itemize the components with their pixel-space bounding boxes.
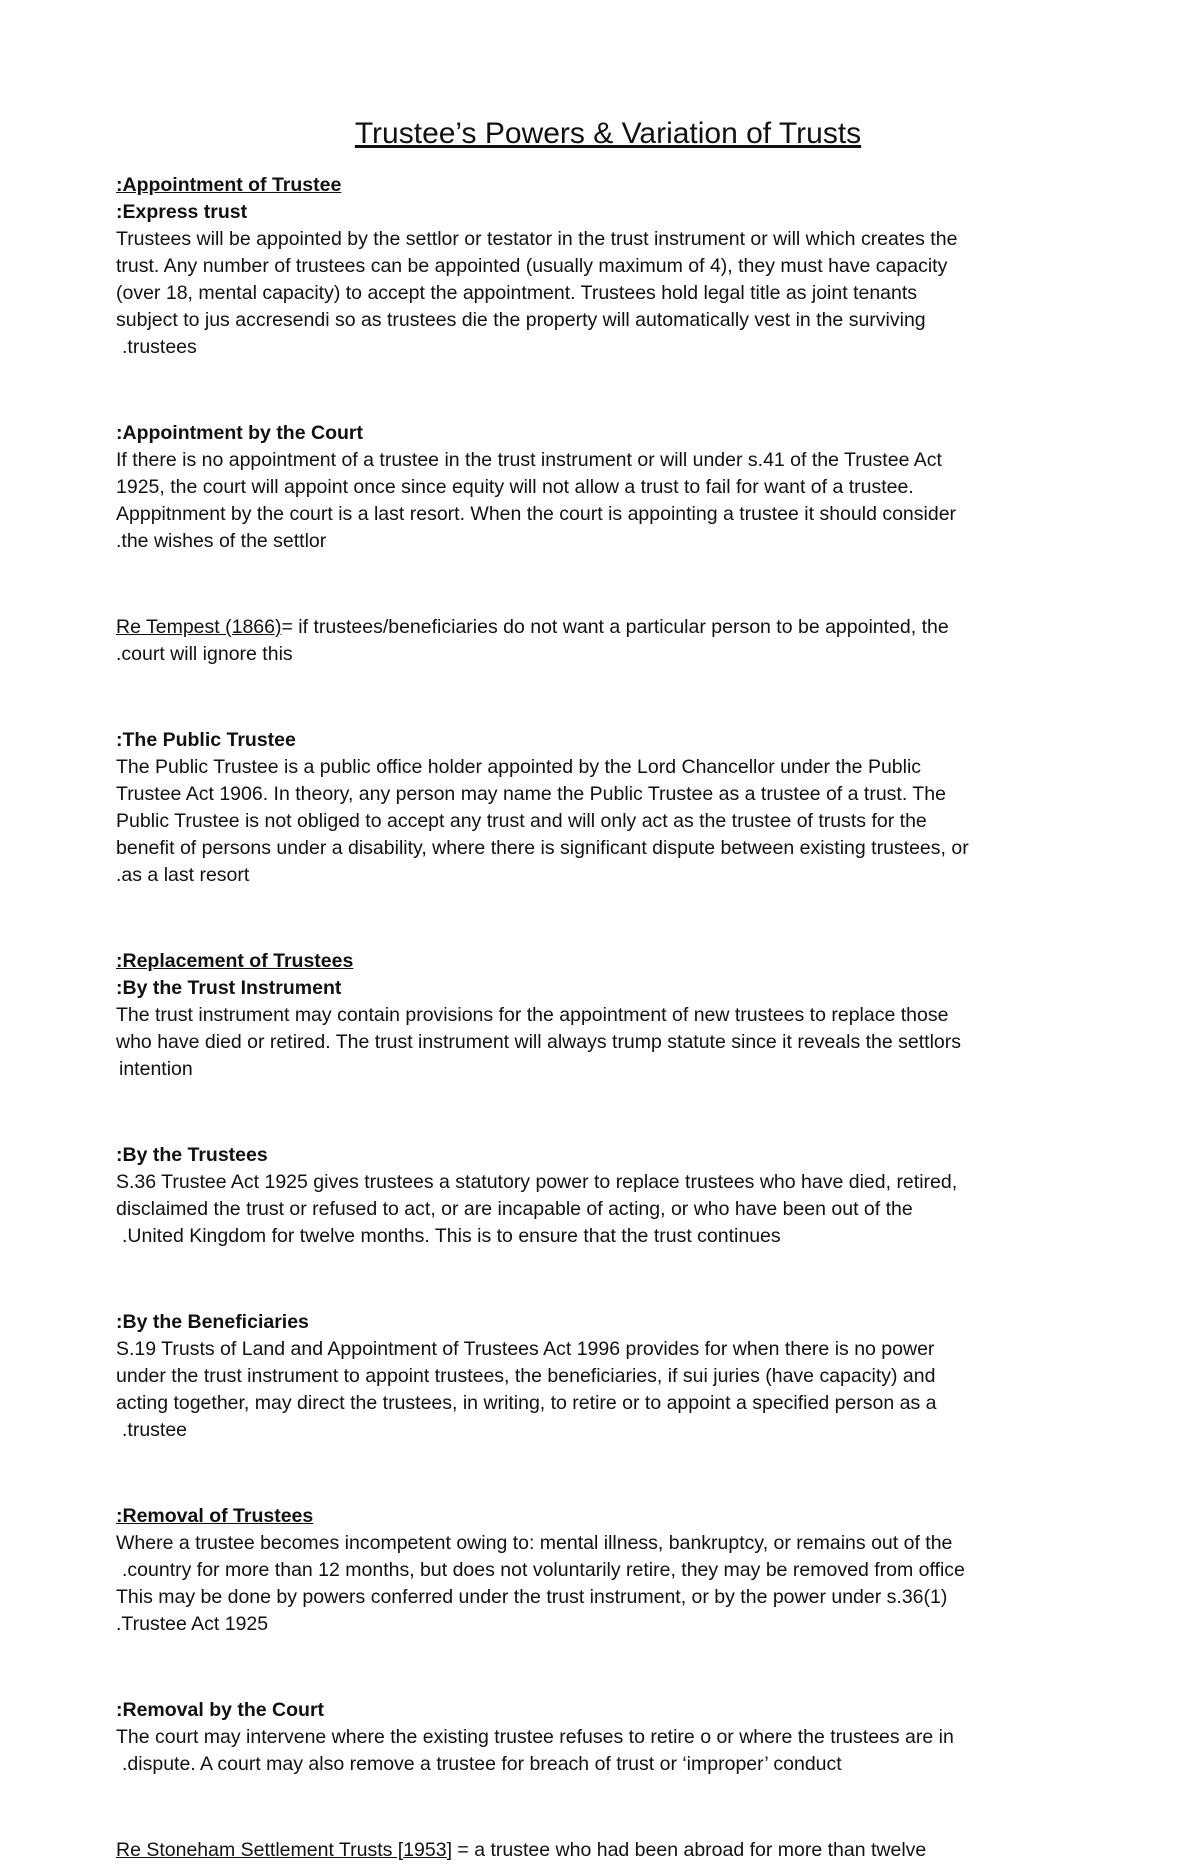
section-heading: :By the Beneficiaries: [116, 1311, 309, 1333]
body-text-line: Where a trustee becomes incompetent owing to: mental illness, bankruptcy, or remains out of the: [116, 1532, 953, 1554]
body-text-line: under the trust instrument to appoint trustees, the beneficiaries, if sui juries (have capacity) and: [116, 1365, 936, 1387]
body-text-line: The court may intervene where the existing trustee refuses to retire o or where the trustees are in: [116, 1726, 954, 1748]
paragraph-spacer: [116, 684, 1100, 711]
body-text-line: benefit of persons under a disability, where there is significant dispute between existing trustees, or: [116, 837, 969, 859]
section-heading: :By the Trustees: [116, 1144, 268, 1166]
body-text-line: Apppitnment by the court is a last resort. When the court is appointing a trustee it should consider: [116, 503, 957, 525]
paragraph-spacer: [116, 377, 1100, 404]
section-heading: :Appointment by the Court: [116, 422, 363, 444]
section-heading: :Express trust: [116, 201, 248, 223]
body-text-line: subject to jus accresendi so as trustees die the property will automatically vest in the surviving: [116, 309, 926, 331]
body-text-line: who have died or retired. The trust instrument will always trump statute since it reveals the settlors: [116, 1031, 962, 1053]
body-text-line: .trustee: [122, 1419, 188, 1441]
body-text-line: The trust instrument may contain provisions for the appointment of new trustees to replace those: [116, 1004, 949, 1026]
citation-text: = a trustee who had been abroad for more than twelve: [452, 1839, 927, 1861]
body-text-line: disclaimed the trust or refused to act, or are incapable of acting, or who have been out of the: [116, 1198, 913, 1220]
body-text-line: .the wishes of the settlor: [116, 530, 327, 552]
citation-text: = if trustees/beneficiaries do not want a particular person to be appointed, the: [281, 616, 949, 638]
body-text-line: .court will ignore this: [116, 643, 293, 665]
section-heading: :Replacement of Trustees: [116, 950, 354, 972]
section-heading: :Removal of Trustees: [116, 1505, 314, 1527]
body-text-line: .United Kingdom for twelve months. This is to ensure that the trust continues: [122, 1225, 781, 1247]
body-text-line: Trustees will be appointed by the settlor or testator in the trust instrument or will which creates the: [116, 228, 958, 250]
paragraph-spacer: [116, 905, 1100, 932]
body-text-line: The Public Trustee is a public office holder appointed by the Lord Chancellor under the Public: [116, 756, 922, 778]
paragraph-spacer: [116, 571, 1100, 598]
paragraph-spacer: [116, 1794, 1100, 1821]
section-heading: :Removal by the Court: [116, 1699, 325, 1721]
paragraph-spacer: [116, 1654, 1100, 1681]
paragraph-spacer: [116, 1460, 1100, 1487]
body-text-line: trust. Any number of trustees can be appointed (usually maximum of 4), they must have capacity: [116, 255, 948, 277]
body-text-line: If there is no appointment of a trustee in the trust instrument or will under s.41 of the Trustee Act: [116, 449, 942, 471]
body-text-line: 1925, the court will appoint once since equity will not allow a trust to fail for want of a trustee.: [116, 476, 914, 498]
body-text-line: .trustees: [122, 336, 197, 358]
body-text-line: This may be done by powers conferred under the trust instrument, or by the power under s.36(1): [116, 1586, 948, 1608]
body-text-line: S.19 Trusts of Land and Appointment of Trustees Act 1996 provides for when there is no power: [116, 1338, 935, 1360]
body-text-line: Trustee Act 1906. In theory, any person may name the Public Trustee as a trustee of a trust. The: [116, 783, 946, 805]
body-text-line: .as a last resort: [116, 864, 250, 886]
body-text-line: Public Trustee is not obliged to accept any trust and will only act as the trustee of trusts for the: [116, 810, 927, 832]
case-citation: Re Stoneham Settlement Trusts [1953]: [116, 1839, 453, 1861]
document-body: [116, 172, 1100, 1864]
body-text-line: (over 18, mental capacity) to accept the appointment. Trustees hold legal title as joint tenants: [116, 282, 918, 304]
case-citation-line: [116, 614, 1100, 641]
body-text-line: .Trustee Act 1925: [116, 1613, 269, 1635]
body-text-line: .dispute. A court may also remove a trustee for breach of trust or ‘improper’ conduct: [122, 1753, 842, 1775]
body-text-line: acting together, may direct the trustees, in writing, to retire or to appoint a specified person as a: [116, 1392, 937, 1414]
section-heading: :Appointment of Trustee: [116, 174, 342, 196]
section-heading: :The Public Trustee: [116, 729, 296, 751]
page-title: Trustee’s Powers & Variation of Trusts: [354, 117, 862, 150]
body-text-line: S.36 Trustee Act 1925 gives trustees a statutory power to replace trustees who have died, retired,: [116, 1171, 958, 1193]
body-text-line: .country for more than 12 months, but does not voluntarily retire, they may be removed from office: [122, 1559, 965, 1581]
paragraph-spacer: [116, 1099, 1100, 1126]
paragraph-spacer: [116, 1266, 1100, 1293]
case-citation-line: [116, 1837, 1100, 1864]
case-citation: Re Tempest (1866): [116, 616, 282, 638]
section-heading: :By the Trust Instrument: [116, 977, 342, 999]
body-text-line: intention: [119, 1058, 193, 1080]
